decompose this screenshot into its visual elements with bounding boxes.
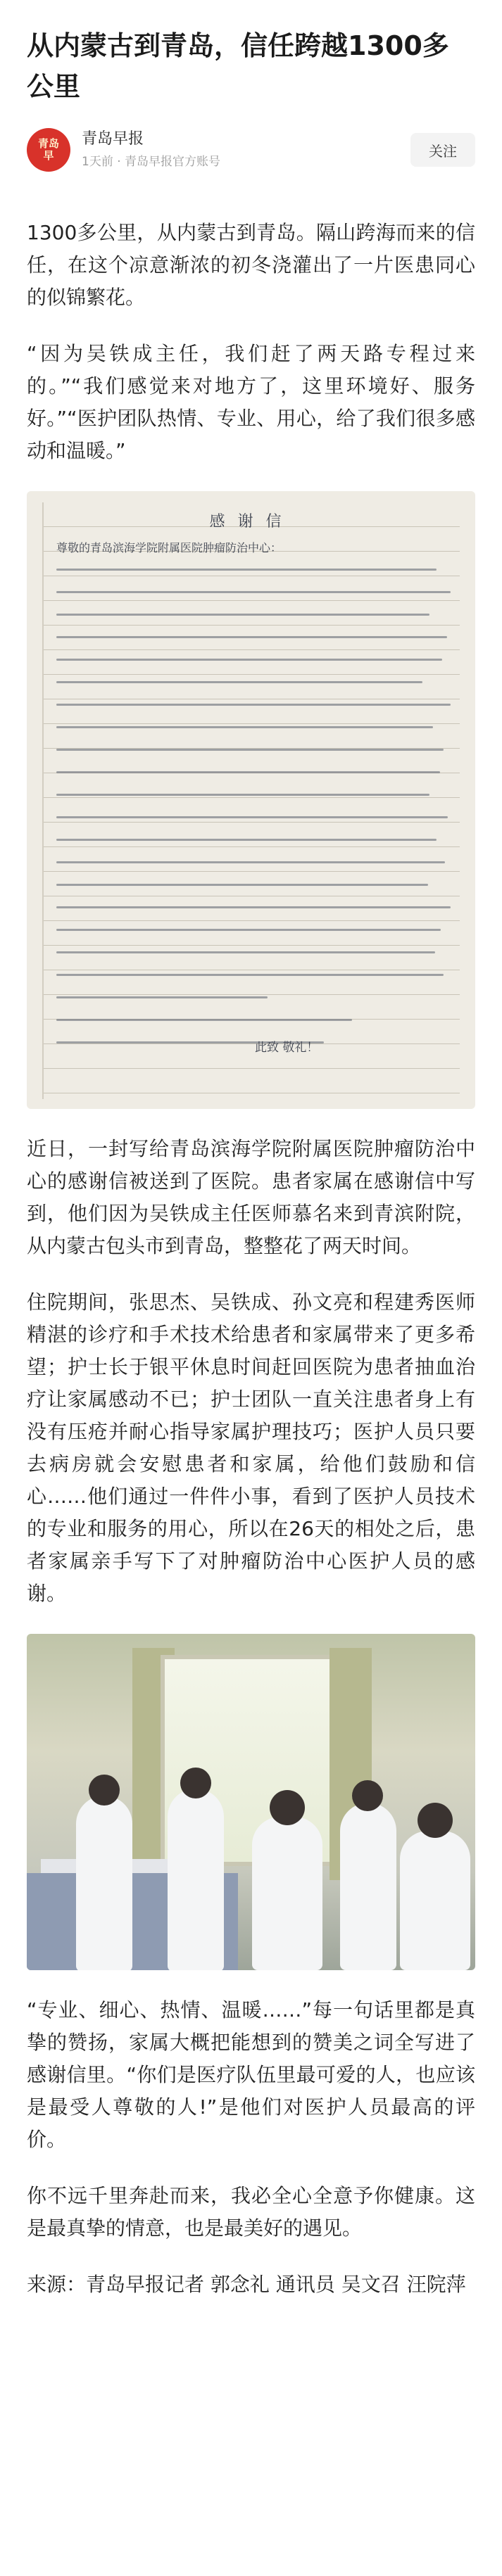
letter-closing: 此致 敬礼！ — [255, 1041, 319, 1055]
author-bar — [0, 107, 502, 172]
photo-doctor-2-head — [180, 1768, 211, 1798]
photo-nurse — [400, 1831, 470, 1970]
photo-doctor-4-head — [352, 1780, 383, 1811]
letter-handwriting-stroke — [56, 636, 447, 638]
avatar-logo-text-1: 青岛 — [37, 137, 59, 150]
photo-doctor-1-head — [89, 1775, 120, 1806]
letter-handwriting-stroke — [56, 726, 433, 728]
author-meta — [82, 129, 410, 171]
letter-handwriting-stroke — [56, 614, 429, 616]
letter-handwriting-stroke — [56, 681, 422, 683]
photo-doctor-4 — [340, 1803, 396, 1970]
thank-you-letter-image[interactable] — [27, 491, 475, 1109]
letter-handwriting-stroke — [56, 906, 451, 908]
letter-title: 感谢信 — [209, 513, 294, 531]
letter-handwriting-stroke — [56, 951, 435, 953]
paragraph-3: 近日，一封写给青岛滨海学院附属医院肿瘤防治中心的感谢信被送到了医院。患者家属在感谢信中写到，他们因为吴铁成主任医师慕名来到青滨附院，从内蒙古包头市到青岛，整整花了两天时间。 — [27, 1137, 475, 1257]
photo-doctor-3 — [252, 1817, 322, 1970]
letter-handwriting-stroke — [56, 569, 437, 571]
photo-doctor-2 — [168, 1789, 224, 1970]
author-avatar[interactable] — [27, 128, 70, 172]
article-body — [0, 217, 502, 2301]
letter-handwriting-stroke — [56, 884, 428, 886]
avatar-logo-text-2: 早 — [43, 149, 54, 162]
publish-meta: 1天前 · 青岛早报官方账号 — [82, 155, 221, 169]
letter-handwriting-stroke — [56, 816, 448, 818]
author-name[interactable]: 青岛早报 — [82, 130, 144, 148]
follow-button[interactable]: 关注 — [410, 133, 475, 167]
paragraph-4: 住院期间，张思杰、吴铁成、孙文亮和程建秀医师精湛的诊疗和手术技术给患者和家属带来了更多希望；护士长于银平休息时间赶回医院为患者抽血治疗让家属感动不已；护士团队一直关注患者身上有没有压疮并耐心指导家属护理技巧；医护人员只要去病房就会安慰患者和家属，给他们鼓励和信心……他们通过一件件小事，看到了医护人员技术的专业和服务的用心，所以在26天的相处之后，患者家属亲手写下了对肿瘤防治中心医护人员的感谢。 — [27, 1290, 475, 1605]
letter-handwriting-stroke — [56, 704, 451, 706]
letter-handwriting-stroke — [56, 861, 445, 863]
letter-handwriting-stroke — [56, 771, 440, 773]
photo-doctor-1 — [76, 1796, 132, 1970]
letter-handwriting-stroke — [56, 839, 437, 841]
paragraph-5: “专业、细心、热情、温暖……”每一句话里都是真挚的赞扬，家属大概把能想到的赞美之词全写进了感谢信里。“你们是医疗队伍里最可爱的人，也应该是最受人尊敬的人!”是他们对医护人员最高的评价。 — [27, 1998, 475, 2151]
letter-handwriting-stroke — [56, 974, 444, 976]
letter-paper — [42, 502, 460, 1099]
photo-doctor-3-head — [270, 1790, 305, 1825]
letter-handwriting-stroke — [56, 929, 441, 931]
paragraph-2: “因为吴铁成主任，我们赶了两天路专程过来的。”“我们感觉来对地方了，这里环境好、服务好。”“医护团队热情、专业、用心，给了我们很多感动和温暖。” — [27, 342, 475, 462]
article-source: 来源：青岛早报记者 郭念礼 通讯员 吴文召 汪院萍 — [27, 2273, 466, 2296]
letter-handwriting-stroke — [56, 996, 268, 998]
letter-handwriting-stroke — [56, 591, 451, 593]
letter-handwriting-stroke — [56, 749, 444, 751]
letter-handwriting-stroke — [56, 659, 442, 661]
letter-salutation: 尊敬的青岛滨海学院附属医院肿瘤防治中心： — [56, 541, 282, 554]
paragraph-1: 1300多公里，从内蒙古到青岛。隔山跨海而来的信任，在这个凉意渐浓的初冬浇灌出了一片医患同心的似锦繁花。 — [27, 221, 475, 309]
letter-handwriting-stroke — [56, 794, 429, 796]
article-title: 从内蒙古到青岛，信任跨越1300多公里 — [27, 30, 449, 102]
paragraph-6: 你不远千里奔赴而来，我必全心全意予你健康。这是最真挚的情意，也是最美好的遇见。 — [27, 2184, 475, 2240]
ward-visit-photo[interactable] — [27, 1634, 475, 1970]
letter-handwriting-stroke — [56, 1019, 352, 1021]
photo-nurse-head — [418, 1803, 453, 1838]
